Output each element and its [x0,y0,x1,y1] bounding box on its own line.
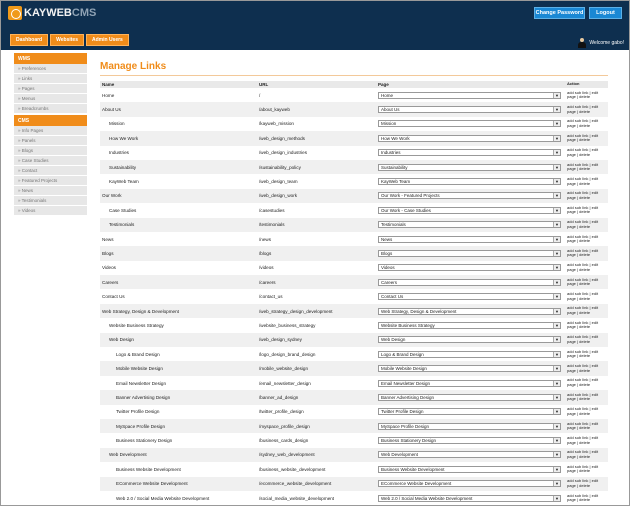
chevron-down-icon[interactable]: ▼ [553,294,560,299]
page-select-value: ECommerce Website Development [381,481,452,487]
chevron-down-icon[interactable]: ▼ [553,381,560,386]
row-actions[interactable]: add sub link | edit page | delete [567,233,599,244]
page-cell [378,336,567,343]
logo-sub: CMS [71,7,97,19]
page-select[interactable] [378,178,561,185]
page-select[interactable] [378,192,561,199]
link-name: Blogs [102,250,114,256]
page-cell [378,437,567,444]
chevron-down-icon[interactable]: ▼ [553,121,560,126]
table-row [100,174,608,188]
table-row [100,88,608,102]
table-row [100,289,608,303]
page-cell [378,380,567,387]
chevron-down-icon[interactable]: ▼ [553,323,560,328]
page-title: Manage Links [100,61,167,72]
link-url: /about_kayweb [259,107,290,113]
link-url: /business_cards_design [259,438,309,444]
link-url: /web_design_team [259,179,298,185]
table-row [100,261,608,275]
link-url: /mobile_website_design [259,366,309,372]
row-actions[interactable]: add sub link | edit page | delete [567,391,599,402]
link-name: Website Business Strategy [109,322,164,328]
link-name: Testimonials [109,222,135,228]
link-name: How We Work [109,135,139,141]
row-actions[interactable]: add sub link | edit page | delete [567,406,599,416]
link-url: /email_newsletter_design [259,380,311,386]
sidebar-cms-item[interactable]: » Featured Projects [14,176,87,186]
chevron-down-icon[interactable]: ▼ [553,193,560,198]
chevron-down-icon[interactable]: ▼ [553,366,560,371]
row-actions[interactable]: add sub link | edit page | delete [567,305,599,316]
page-select[interactable] [378,408,561,415]
row-actions[interactable]: add sub link | edit page | delete [567,262,599,272]
link-url: /news [259,236,272,242]
page-cell [378,293,567,300]
table-row [100,232,608,246]
row-actions[interactable]: add sub link | edit page | delete [567,291,599,301]
row-actions[interactable]: add sub link | edit page | delete [567,463,599,474]
table-row [100,189,608,203]
chevron-down-icon[interactable]: ▼ [553,107,560,112]
page-select-value: Email Newsletter Design [381,380,431,386]
page-select-value: Banner Advertising Design [381,394,435,400]
table-row [100,376,608,390]
page-select[interactable] [378,423,561,430]
row-actions[interactable]: add sub link | edit page | delete [567,118,599,128]
page-cell [378,365,567,372]
sidebar-wms-item[interactable]: » Preferences [14,64,87,74]
link-name: Banner Advertising Design [116,394,171,400]
chevron-down-icon[interactable]: ▼ [553,265,560,270]
link-url: /blogs [259,250,272,256]
link-url: /kayweb_mission [259,121,294,127]
page-select[interactable] [378,120,561,127]
row-actions[interactable]: add sub link | edit page | delete [567,103,599,114]
user-avatar-icon [578,38,586,48]
page-select[interactable] [378,250,561,257]
page-select-value: MySpace Profile Design [381,423,430,429]
page-select[interactable] [378,365,561,372]
table-row [100,347,608,361]
sidebar [14,53,87,216]
row-actions[interactable]: add sub link | edit page | delete [567,190,599,200]
row-actions[interactable]: add sub link | edit page | delete [567,161,599,172]
chevron-down-icon[interactable]: ▼ [553,337,560,342]
link-url: /logo_design_brand_design [259,351,316,357]
logo [8,6,96,20]
link-url: /banner_ad_design [259,394,299,400]
sidebar-cms-item[interactable]: » News [14,186,87,196]
row-actions[interactable]: add sub link | edit page | delete [567,175,599,186]
page-select[interactable] [378,221,561,228]
title-divider [100,75,608,76]
page-cell [378,92,567,99]
page-cell [378,480,567,487]
link-url: /sydney_web_development [259,452,315,458]
link-url: /social_media_website_development [259,495,335,501]
page-cell [378,120,567,127]
chevron-down-icon[interactable]: ▼ [553,395,560,400]
page-select[interactable] [378,466,561,473]
link-url: /casestudies [259,207,285,213]
page-select-value: Mobile Website Design [381,366,427,372]
chevron-down-icon[interactable]: ▼ [553,165,560,170]
column-url: URL [259,82,269,87]
link-name: Case Studies [109,207,137,213]
page-select[interactable] [378,394,561,401]
sidebar-wms-item[interactable]: » Links [14,74,87,84]
chevron-down-icon[interactable]: ▼ [553,309,560,314]
table-row [100,361,608,375]
link-url: /videos [259,265,274,271]
link-name: Web Design [109,337,134,343]
page-select-value: Web Design [381,337,406,343]
page-select-value: Sustainability [381,164,408,170]
link-url: /careers [259,279,276,285]
page-select[interactable] [378,264,561,271]
row-actions[interactable]: add sub link | edit page | delete [567,89,599,100]
page-cell [378,495,567,502]
logout-button[interactable]: Logout [589,7,622,19]
link-name: News [102,236,114,242]
link-name: Industries [109,150,129,156]
page-cell [378,279,567,286]
table-row [100,203,608,217]
page-select[interactable] [378,437,561,444]
row-actions[interactable]: add sub link | edit page | delete [567,204,599,215]
link-url: /business_website_development [259,466,326,472]
tab-admin-users[interactable]: Admin Users [86,34,129,46]
sidebar-wms-title: WMS [14,53,87,64]
top-header [1,1,629,50]
table-row [100,131,608,145]
page-select-value: How We Work [381,135,410,141]
page-select[interactable] [378,279,561,286]
page-select-value: About Us [381,107,400,113]
page-cell [378,207,567,214]
chevron-down-icon[interactable]: ▼ [553,237,560,242]
link-url: /contact_us [259,294,283,300]
link-url: /web_design_sydney [259,337,302,343]
link-url: / [259,92,261,98]
link-url: /twitter_profile_design [259,409,304,415]
link-url: /website_business_strategy [259,322,316,328]
link-name: Mobile Website Design [116,366,163,372]
sidebar-wms-item[interactable]: » Pages [14,84,87,94]
page-cell [378,394,567,401]
page-cell [378,178,567,185]
table-row [100,390,608,404]
link-name: Business Stationery Design [116,438,173,444]
chevron-down-icon[interactable]: ▼ [553,222,560,227]
page-select-value: News [381,236,393,242]
table-row [100,146,608,160]
page-cell [378,164,567,171]
link-url: /web_design_methods [259,135,305,141]
link-url: /testimonials [259,222,285,228]
chevron-down-icon[interactable]: ▼ [553,136,560,141]
row-actions[interactable]: add sub link | edit page | delete [567,363,599,373]
link-name: Home [102,92,115,98]
main-content [100,61,608,505]
page-select-value: Twitter Profile Design [381,409,424,415]
main-tabs [10,34,129,46]
page-select-value: Mission [381,121,397,127]
page-cell [378,250,567,257]
chevron-down-icon[interactable]: ▼ [553,150,560,155]
link-name: KayWeb Team [109,179,139,185]
page-cell [378,149,567,156]
page-cell [378,135,567,142]
welcome-text: Welcome gabo! [589,40,624,46]
page-cell [378,106,567,113]
row-actions[interactable]: add sub link | edit page | delete [567,219,599,229]
page-select-value: Website Business Strategy [381,322,435,328]
page-select[interactable] [378,308,561,315]
page-select-value: Home [381,92,394,98]
page-select-value: Our Work - Featured Projects [381,193,440,199]
chevron-down-icon[interactable]: ▼ [553,93,560,98]
table-row [100,462,608,476]
table-row [100,117,608,131]
table-row [100,333,608,347]
page-cell [378,466,567,473]
sidebar-cms-item[interactable]: » Info Pages [14,126,87,136]
page-select[interactable] [378,164,561,171]
row-actions[interactable]: add sub link | edit page | delete [567,334,599,344]
row-actions[interactable]: add sub link | edit page | delete [567,434,599,445]
page-select-value: Industries [381,150,401,156]
row-actions[interactable]: add sub link | edit page | delete [567,449,599,459]
page-cell [378,308,567,315]
table-row [100,477,608,491]
link-name: Careers [102,279,119,285]
page-select[interactable] [378,380,561,387]
link-name: Contact Us [102,294,125,300]
chevron-down-icon[interactable]: ▼ [553,452,560,457]
page-select[interactable] [378,322,561,329]
sidebar-cms-item[interactable]: » Videos [14,206,87,216]
page-cell [378,351,567,358]
table-row [100,433,608,447]
row-actions[interactable]: add sub link | edit page | delete [567,492,599,503]
table-header [100,81,608,88]
page-select[interactable] [378,336,561,343]
page-select-value: Business Stationery Design [381,438,437,444]
link-name: Twitter Profile Design [116,409,160,415]
page-cell [378,408,567,415]
page-select[interactable] [378,495,561,502]
link-url: /web_design_work [259,193,298,199]
link-url: /sustainability_policy [259,164,301,170]
tab-dashboard[interactable]: Dashboard [10,34,48,46]
sidebar-cms-item[interactable]: » Case Studies [14,156,87,166]
sidebar-wms-item[interactable]: » Menus [14,94,87,104]
chevron-down-icon[interactable]: ▼ [553,409,560,414]
page-select-value: KayWeb Team [381,179,411,185]
welcome-area [578,38,624,48]
link-name: ECommerce Website Development [116,481,188,487]
table-row [100,448,608,462]
link-url: /myspace_profile_design [259,423,310,429]
row-actions[interactable]: add sub link | edit page | delete [567,420,599,431]
page-cell [378,192,567,199]
link-name: About Us [102,107,121,113]
chevron-down-icon[interactable]: ▼ [553,481,560,486]
page-cell [378,221,567,228]
page-select[interactable] [378,135,561,142]
page-select-value: Contact Us [381,294,404,300]
page-cell [378,322,567,329]
sidebar-cms-item[interactable]: » Blogs [14,146,87,156]
page-select[interactable] [378,106,561,113]
page-select[interactable] [378,149,561,156]
page-cell [378,423,567,430]
link-name: Sustainability [109,164,137,170]
page-select[interactable] [378,293,561,300]
page-select-value: Web Strategy, Design & Development [381,308,457,314]
chevron-down-icon[interactable]: ▼ [553,496,560,501]
link-name: Business Website Development [116,466,181,472]
sidebar-wms-item[interactable]: » Breadcrumbs [14,104,87,114]
logo-text [24,7,96,19]
sidebar-cms-item[interactable]: » Contact [14,166,87,176]
link-name: Web Development [109,452,147,458]
page-select-value: Blogs [381,250,393,256]
table-row [100,102,608,116]
link-name: Mission [109,121,125,127]
column-action: Action [567,81,580,87]
page-select[interactable] [378,480,561,487]
chevron-down-icon[interactable]: ▼ [553,438,560,443]
table-row [100,405,608,419]
page-select-value: Our Work - Case Studies [381,207,431,213]
link-url: /web_strategy_design_development [259,308,333,314]
chevron-down-icon[interactable]: ▼ [553,467,560,472]
sidebar-cms-item[interactable]: » Panels [14,136,87,146]
sidebar-cms-title: CMS [14,115,87,126]
sidebar-cms-item[interactable]: » Testimonials [14,196,87,206]
link-name: Videos [102,265,116,271]
chevron-down-icon[interactable]: ▼ [553,179,560,184]
column-page: Page [378,82,389,87]
link-url: /web_design_industries [259,150,308,156]
row-actions[interactable]: add sub link | edit page | delete [567,319,599,330]
row-actions[interactable]: add sub link | edit page | delete [567,276,599,287]
page-select-value: Videos [381,265,395,271]
page-select[interactable] [378,236,561,243]
logo-main: KAYWEB [24,7,72,19]
page-select[interactable] [378,351,561,358]
tab-websites[interactable]: Websites [50,34,84,46]
page-cell [378,236,567,243]
row-actions[interactable]: add sub link | edit page | delete [567,478,599,488]
page-select[interactable] [378,207,561,214]
page-cell [378,264,567,271]
chevron-down-icon[interactable]: ▼ [553,424,560,429]
link-name: Web 2.0 / Social Media Website Development [116,495,210,501]
table-row [100,491,608,505]
row-actions[interactable]: add sub link | edit page | delete [567,377,599,387]
chevron-down-icon[interactable]: ▼ [553,251,560,256]
table-row [100,318,608,332]
change-password-button[interactable]: Change Password [534,7,585,19]
row-actions[interactable]: add sub link | edit page | delete [567,147,599,157]
row-actions[interactable]: add sub link | edit page | delete [567,348,599,359]
link-name: Logo & Brand Design [116,351,160,357]
link-name: MySpace Profile Design [116,423,166,429]
page-select-value: Business Website Development [381,466,445,472]
table-row [100,246,608,260]
page-select-value: Testimonials [381,222,406,228]
link-name: Our Work [102,193,122,199]
table-row [100,218,608,232]
chevron-down-icon[interactable]: ▼ [553,208,560,213]
page-select-value: Web 2.0 / Social Media Website Development [381,495,473,501]
table-row [100,304,608,318]
table-row [100,160,608,174]
column-name: Name [102,82,115,87]
page-select-value: Careers [381,279,398,285]
row-actions[interactable]: add sub link | edit page | delete [567,132,599,143]
table-row [100,275,608,289]
chevron-down-icon[interactable]: ▼ [553,280,560,285]
page-select-value: Logo & Brand Design [381,351,424,357]
page-select-value: Web Development [381,452,418,458]
link-name: Web Strategy, Design & Development [102,308,179,314]
logo-icon [8,6,22,20]
page-select[interactable] [378,92,561,99]
links-table-body [100,88,608,505]
page-cell [378,451,567,458]
page-select[interactable] [378,451,561,458]
chevron-down-icon[interactable]: ▼ [553,352,560,357]
link-name: Email Newsletter Design [116,380,167,386]
link-url: /ecommerce_website_development [259,481,332,487]
table-row [100,419,608,433]
row-actions[interactable]: add sub link | edit page | delete [567,247,599,258]
